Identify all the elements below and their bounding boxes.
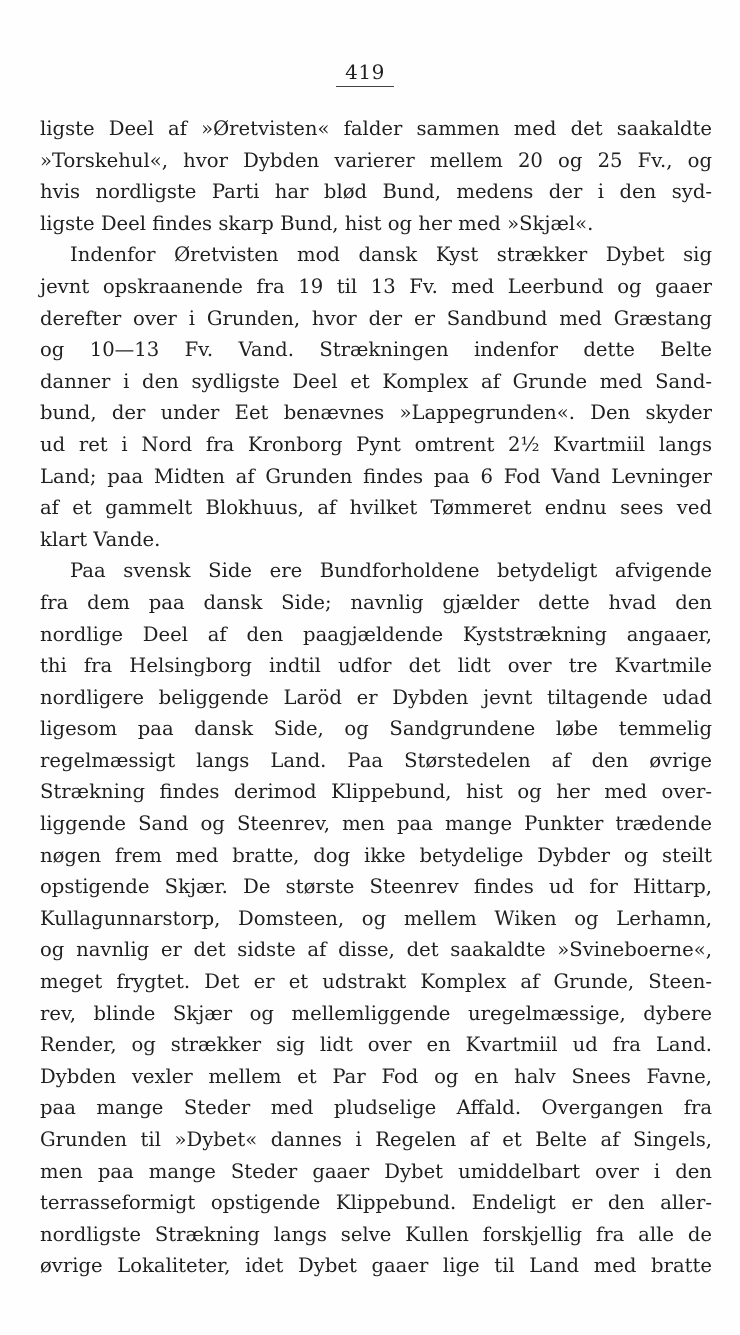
text-line: »Torskehul«, hvor Dybden varierer mellem 20 og 25 Fv., og (40, 148, 712, 172)
text-line: Indenfor Øretvisten mod dansk Kyst strækker Dybet sig (70, 243, 712, 267)
text-line: meget frygtet. Det er et udstrakt Komplex af Grunde, Steen- (40, 970, 712, 994)
text-line: nøgen frem med bratte, dog ikke betydelige Dybder og steilt (40, 843, 712, 867)
text-line: Kullagunnarstorp, Domsteen, og mellem Wiken og Lerhamn, (40, 906, 712, 930)
text-line: og 10—13 Fv. Vand. Strækningen indenfor dette Belte (40, 338, 712, 362)
text-line: jevnt opskraanende fra 19 til 13 Fv. med Leerbund og gaaer (40, 274, 712, 298)
text-line: ligesom paa dansk Side, og Sandgrundene løbe temmelig (40, 717, 712, 741)
text-line: Render, og strækker sig lidt over en Kvartmiil ud fra Land. (40, 1033, 712, 1057)
text-line: paa mange Steder med pludselige Affald. Overgangen fra (40, 1096, 712, 1120)
text-line: Land; paa Midten af Grunden findes paa 6 Fod Vand Levninger (40, 464, 712, 488)
text-line: øvrige Lokaliteter, idet Dybet gaaer lige til Land med bratte (40, 1254, 712, 1278)
body-text (40, 113, 712, 1282)
text-line: Dybden vexler mellem et Par Fod og en halv Snees Favne, (40, 1064, 712, 1088)
text-line: rev, blinde Skjær og mellemliggende uregelmæssige, dybere (40, 1001, 712, 1025)
text-line: ligste Deel af »Øretvisten« falder sammen med det saakaldte (40, 117, 712, 140)
text-line: opstigende Skjær. De største Steenrev findes ud for Hittarp, (40, 875, 712, 899)
text-line: nordlige Deel af den paagjældende Kyststrækning angaaer, (40, 622, 712, 646)
text-line: Grunden til »Dybet« dannes i Regelen af et Belte af Singels, (40, 1128, 712, 1151)
text-line: derefter over i Grunden, hvor der er Sandbund med Græstang (40, 306, 712, 330)
text-line: danner i den sydligste Deel et Komplex af Grunde med Sand- (40, 369, 712, 393)
text-line: hvis nordligste Parti har blød Bund, medens der i den syd- (40, 180, 712, 204)
text-line: af et gammelt Blokhuus, af hvilket Tømmeret endnu sees ved (40, 496, 712, 520)
text-line: og navnlig er det sidste af disse, det saakaldte »Svineboerne«, (40, 938, 712, 962)
text-line: thi fra Helsingborg indtil udfor det lidt over tre Kvartmile (40, 654, 712, 678)
text-line: liggende Sand og Steenrev, men paa mange Punkter trædende (40, 812, 712, 836)
text-line: terrasseformigt opstigende Klippebund. Endeligt er den aller- (40, 1191, 712, 1215)
page-number: 419 (336, 58, 394, 87)
text-line: men paa mange Steder gaaer Dybet umiddelbart over i den (40, 1159, 712, 1183)
text-line: nordligste Strækning langs selve Kullen forskjellig fra alle de (40, 1222, 712, 1246)
text-line: klart Vande. (40, 527, 161, 551)
text-line: ud ret i Nord fra Kronborg Pynt omtrent 2½ Kvartmiil langs (40, 432, 712, 456)
text-line: Strækning findes derimod Klippebund, hist og her med over- (40, 780, 712, 804)
text-line: bund, der under Eet benævnes »Lappegrunden«. Den skyder (40, 401, 712, 425)
text-line: Paa svensk Side ere Bundforholdene betydeligt afvigende (70, 559, 712, 583)
text-line: regelmæssigt langs Land. Paa Størstedelen af den øvrige (40, 748, 712, 772)
text-line: ligste Deel findes skarp Bund, hist og her med »Skjæl«. (40, 211, 594, 235)
text-line: nordligere beliggende Laröd er Dybden jevnt tiltagende udad (40, 685, 712, 709)
text-line: fra dem paa dansk Side; navnlig gjælder dette hvad den (40, 590, 712, 614)
